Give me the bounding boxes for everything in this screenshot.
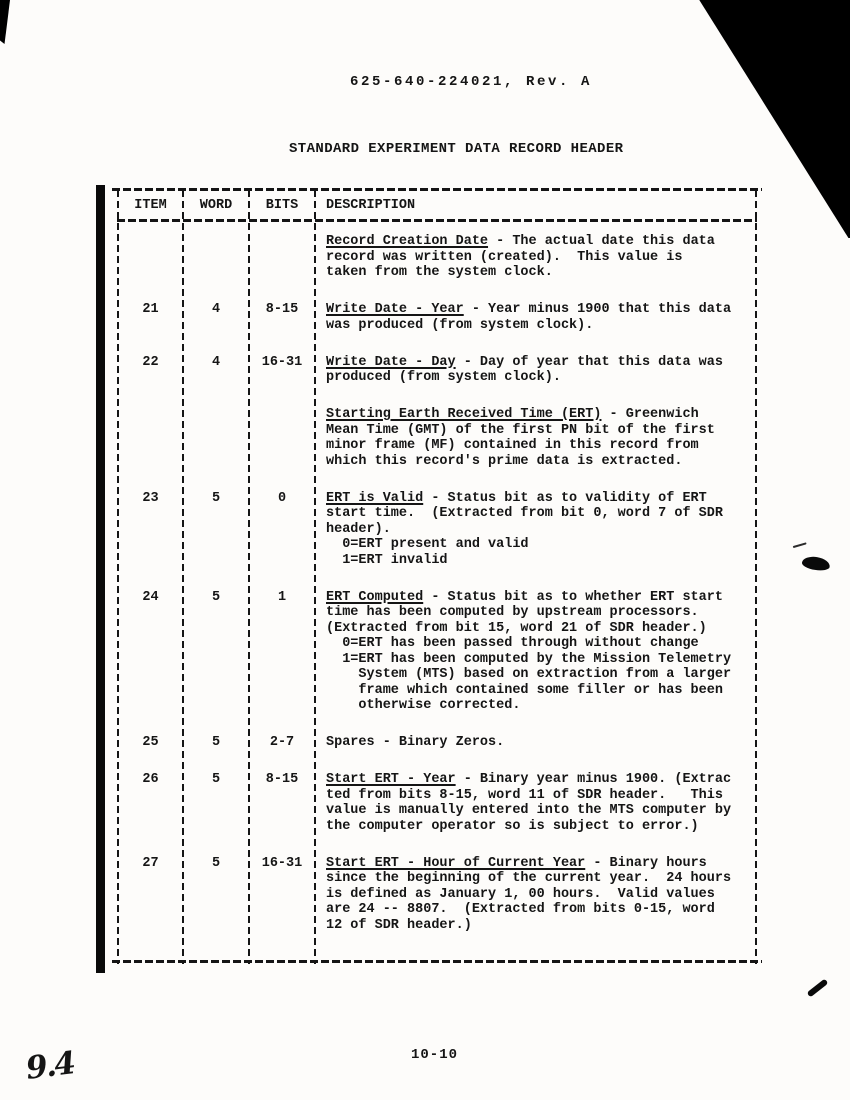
column-header-description: DESCRIPTION — [326, 198, 416, 213]
column-header-item: ITEM — [134, 198, 167, 213]
handwritten-ink-slash — [807, 979, 829, 998]
description-line: Spares - Binary Zeros. — [326, 735, 505, 750]
description-cell — [326, 407, 756, 469]
description-line: are 24 -- 8807. (Extracted from bits 0-15, word — [326, 902, 715, 917]
description-line: start time. (Extracted from bit 0, word 7 of SDR — [326, 506, 723, 521]
description-line: value is manually entered into the MTS computer by — [326, 803, 732, 818]
handwritten-ink-mark — [801, 555, 831, 572]
table-row — [112, 590, 762, 714]
description-line: minor frame (MF) contained in this record from — [326, 438, 699, 453]
description-line: System (MTS) based on extraction from a larger — [326, 667, 732, 682]
word-cell: 5 — [211, 855, 221, 871]
word-cell: 5 — [211, 490, 221, 506]
table-row — [112, 772, 762, 834]
table-row — [112, 407, 762, 469]
description-line: (Extracted from bit 15, word 21 of SDR header.) — [326, 620, 707, 636]
item-cell: 24 — [142, 589, 159, 605]
table-row — [112, 302, 762, 333]
description-cell — [326, 302, 756, 333]
bits-cell: 8-15 — [265, 302, 299, 317]
bits-cell: 16-31 — [261, 855, 303, 871]
table-row — [112, 856, 762, 934]
table-top-border — [112, 188, 762, 191]
description-cell — [326, 590, 756, 714]
handwritten-note: 9.4 — [23, 1045, 76, 1087]
description-cell — [326, 856, 756, 934]
description-line: Record Creation Date - The actual date this data — [326, 234, 715, 249]
table-header-separator — [117, 219, 757, 222]
description-line: Start ERT - Year - Binary year minus 1900. (Extrac — [326, 772, 732, 787]
table-left-bar — [96, 185, 105, 973]
description-line: 12 of SDR header.) — [326, 917, 472, 933]
description-line: frame which contained some filler or has been — [326, 682, 723, 698]
table-rows — [112, 234, 762, 933]
description-line: header). — [326, 521, 391, 537]
page-number: 10-10 — [411, 1047, 459, 1063]
bits-cell: 2-7 — [269, 735, 295, 750]
description-cell — [326, 355, 756, 386]
table-bottom-border — [112, 960, 762, 963]
table-row — [112, 234, 762, 281]
item-cell: 26 — [142, 772, 159, 787]
description-cell — [326, 735, 756, 751]
item-cell: 21 — [142, 302, 159, 317]
column-header-bits: BITS — [265, 198, 299, 213]
description-cell — [326, 234, 756, 281]
description-line: produced (from system clock). — [326, 370, 561, 385]
description-line: ERT is Valid - Status bit as to validity of ERT — [326, 490, 707, 506]
item-cell: 27 — [142, 855, 159, 871]
item-cell: 22 — [142, 354, 159, 370]
description-line: ted from bits 8-15, word 11 of SDR header. This — [326, 787, 723, 803]
column-header-word: WORD — [199, 198, 233, 213]
description-line: 0=ERT has been passed through without change — [326, 636, 699, 651]
word-cell: 5 — [211, 772, 221, 787]
scan-edge-ink-artifact — [0, 0, 10, 44]
word-cell: 5 — [211, 735, 221, 750]
word-cell: 4 — [211, 354, 221, 370]
description-line: 1=ERT invalid — [326, 552, 448, 568]
description-line: record was written (created). This value is — [326, 249, 683, 265]
table-header-row — [112, 198, 762, 216]
description-line: taken from the system clock. — [326, 265, 553, 280]
word-cell: 5 — [211, 589, 221, 605]
description-line: Mean Time (GMT) of the first PN bit of the first — [326, 422, 715, 438]
description-line: Write Date - Day - Day of year that this data was — [326, 354, 723, 370]
bits-cell: 16-31 — [261, 354, 303, 370]
description-line: Starting Earth Received Time (ERT) - Greenwich — [326, 407, 699, 422]
description-line: ERT Computed - Status bit as to whether ERT start — [326, 589, 723, 605]
bits-cell: 0 — [277, 490, 287, 506]
description-line: 1=ERT has been computed by the Mission Telemetry — [326, 651, 732, 667]
description-line: time has been computed by upstream processors. — [326, 605, 699, 620]
description-line: otherwise corrected. — [326, 698, 521, 713]
page-title: STANDARD EXPERIMENT DATA RECORD HEADER — [289, 141, 624, 157]
description-line: was produced (from system clock). — [326, 317, 594, 333]
table-row — [112, 735, 762, 751]
word-cell: 4 — [211, 302, 221, 317]
description-line: is defined as January 1, 00 hours. Valid values — [326, 886, 715, 902]
description-line: which this record's prime data is extracted. — [326, 453, 683, 469]
document-number: 625-640-224021, Rev. A — [350, 74, 593, 90]
description-line: the computer operator so is subject to error.) — [326, 818, 699, 834]
description-line: Write Date - Year - Year minus 1900 that this data — [326, 302, 732, 317]
item-cell: 25 — [142, 735, 159, 750]
table-row — [112, 491, 762, 569]
description-line: since the beginning of the current year. 24 hours — [326, 871, 732, 886]
data-record-table — [112, 188, 762, 970]
description-line: Start ERT - Hour of Current Year - Binary hours — [326, 855, 707, 871]
bits-cell: 1 — [277, 589, 287, 605]
bits-cell: 8-15 — [265, 772, 299, 787]
table-row — [112, 355, 762, 386]
description-cell — [326, 772, 756, 834]
item-cell: 23 — [142, 490, 159, 506]
description-line: 0=ERT present and valid — [326, 537, 529, 552]
description-cell — [326, 491, 756, 569]
